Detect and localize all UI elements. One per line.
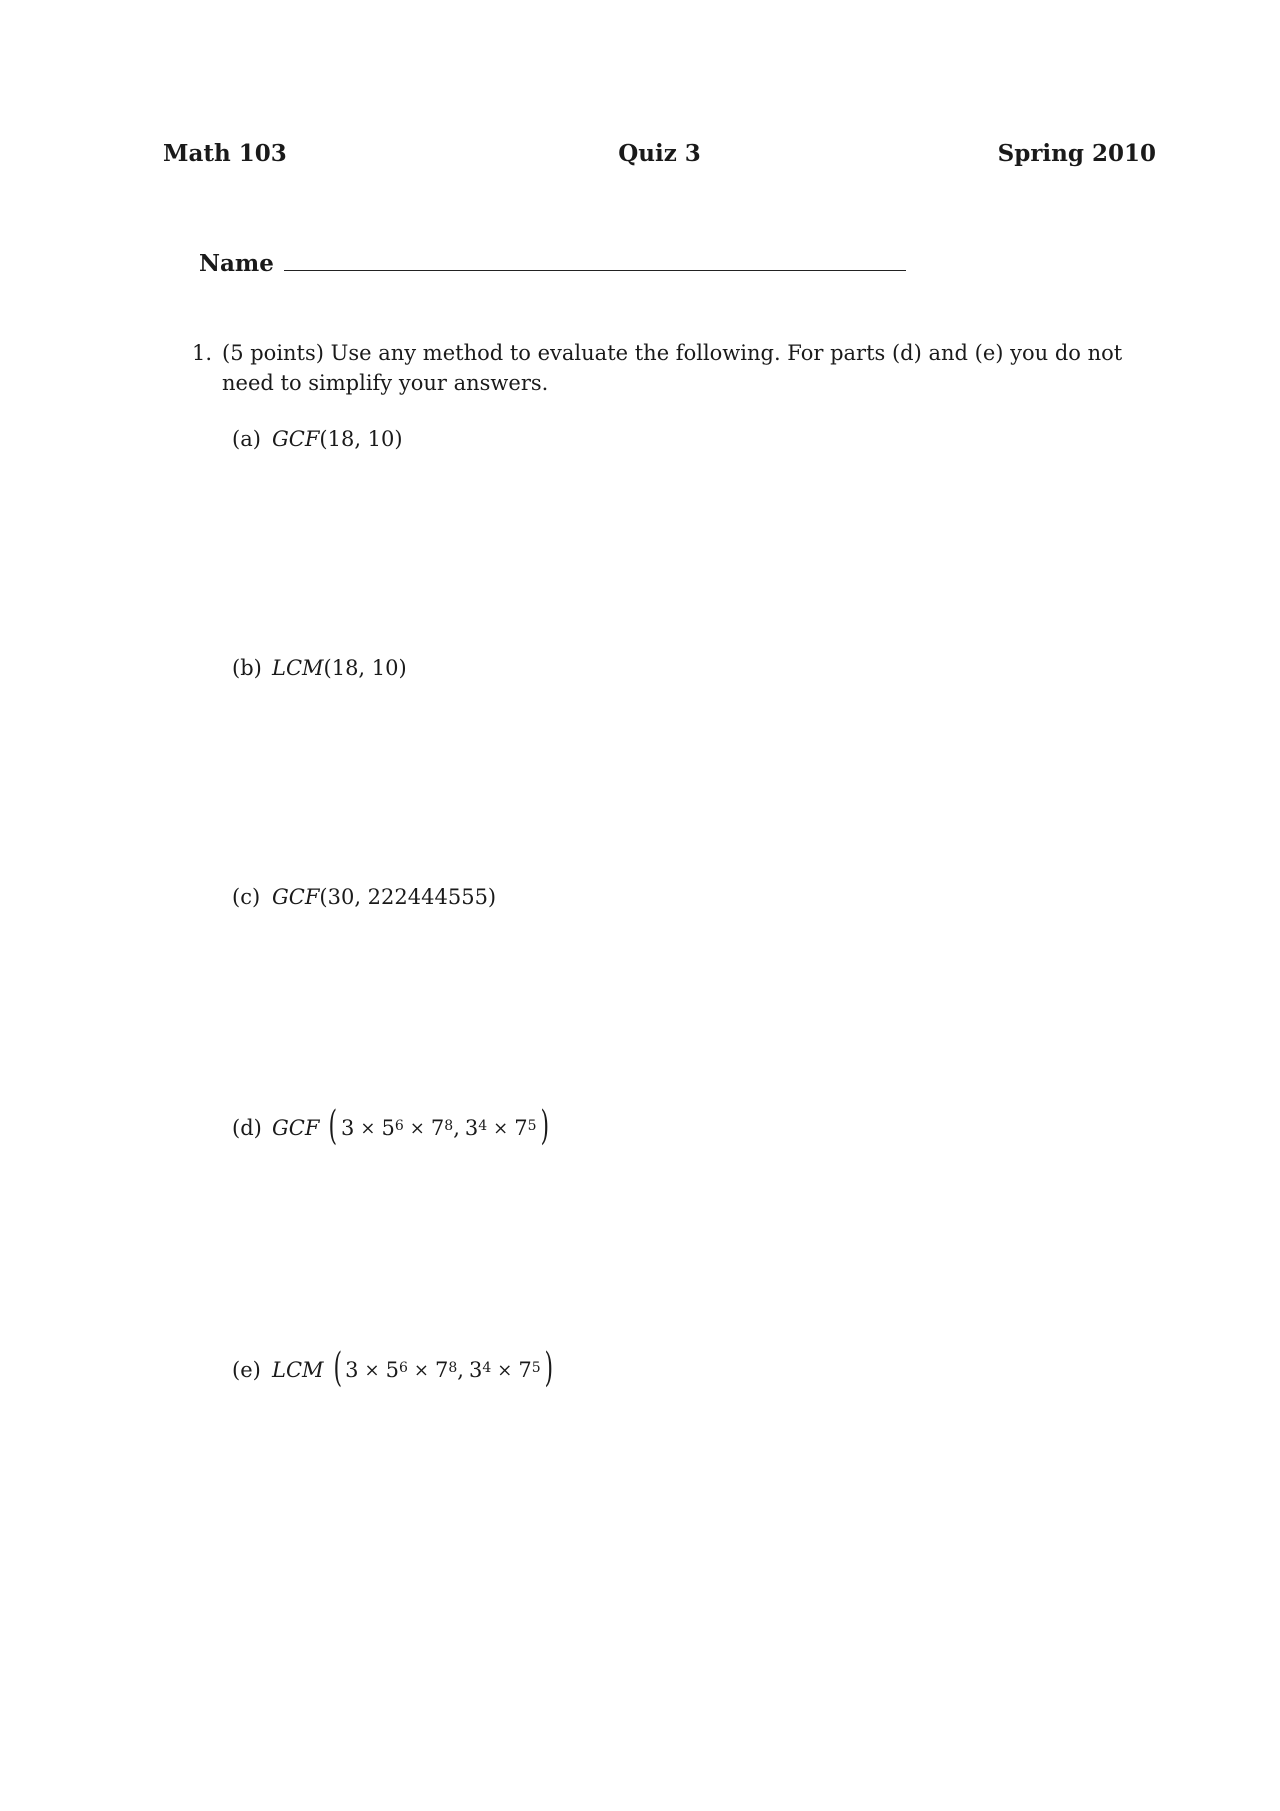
exponent: 4 — [482, 1360, 492, 1376]
times-sign: × — [497, 1359, 513, 1381]
function-args: (18, 10) — [323, 656, 407, 680]
part-a — [232, 419, 403, 459]
function-name: GCF — [272, 1116, 320, 1140]
course-name: Math 103 — [163, 140, 287, 167]
times-sign: × — [409, 1117, 425, 1139]
function-name: GCF — [272, 885, 320, 909]
part-label: (a) — [232, 427, 261, 451]
close-paren: ) — [540, 1103, 549, 1149]
factor-base: 5 — [385, 1358, 399, 1382]
exponent: 5 — [527, 1118, 537, 1134]
name-label: Name — [199, 250, 274, 277]
page-header — [163, 140, 1156, 174]
exponent: 6 — [398, 1360, 408, 1376]
exponent: 8 — [444, 1118, 454, 1134]
name-blank-line — [284, 269, 906, 271]
function-name: GCF — [272, 427, 320, 451]
question-text: (5 points) Use any method to evaluate the following. For parts (d) and (e) you do not need to simplify your answers. — [222, 341, 1123, 395]
open-paren: ( — [328, 1103, 338, 1149]
part-b — [232, 648, 407, 688]
part-d — [232, 1103, 552, 1149]
times-sign: × — [364, 1359, 380, 1381]
question-number: 1. — [192, 341, 213, 365]
close-paren: ) — [544, 1345, 553, 1391]
factor-base: 7 — [514, 1116, 528, 1140]
comma: , — [457, 1358, 464, 1382]
factor-base: 7 — [430, 1116, 445, 1140]
exponent: 4 — [478, 1118, 488, 1134]
part-c — [232, 877, 496, 917]
function-name: LCM — [272, 656, 324, 680]
part-label: (c) — [232, 885, 261, 909]
factor-base: 3 — [464, 1116, 479, 1140]
function-args: (18, 10) — [319, 427, 403, 451]
exponent: 8 — [448, 1360, 458, 1376]
factor-base: 5 — [381, 1116, 395, 1140]
part-label: (e) — [232, 1358, 261, 1382]
factor: 3 — [341, 1116, 355, 1140]
factor-base: 3 — [468, 1358, 483, 1382]
exponent: 6 — [394, 1118, 404, 1134]
open-paren: ( — [333, 1345, 342, 1391]
factor-base: 7 — [434, 1358, 449, 1382]
name-field — [199, 243, 906, 277]
function-args: (30, 222444555) — [319, 885, 497, 909]
part-label: (d) — [232, 1116, 262, 1140]
factor: 3 — [345, 1358, 359, 1382]
comma: , — [453, 1116, 460, 1140]
function-name: LCM — [272, 1358, 324, 1382]
times-sign: × — [413, 1359, 429, 1381]
term-label: Spring 2010 — [997, 140, 1156, 167]
exponent: 5 — [531, 1360, 541, 1376]
factor-base: 7 — [518, 1358, 532, 1382]
times-sign: × — [360, 1117, 376, 1139]
quiz-title: Quiz 3 — [618, 140, 701, 167]
question-1 — [192, 338, 1158, 398]
part-e — [232, 1345, 556, 1391]
times-sign: × — [493, 1117, 509, 1139]
part-label: (b) — [232, 656, 262, 680]
